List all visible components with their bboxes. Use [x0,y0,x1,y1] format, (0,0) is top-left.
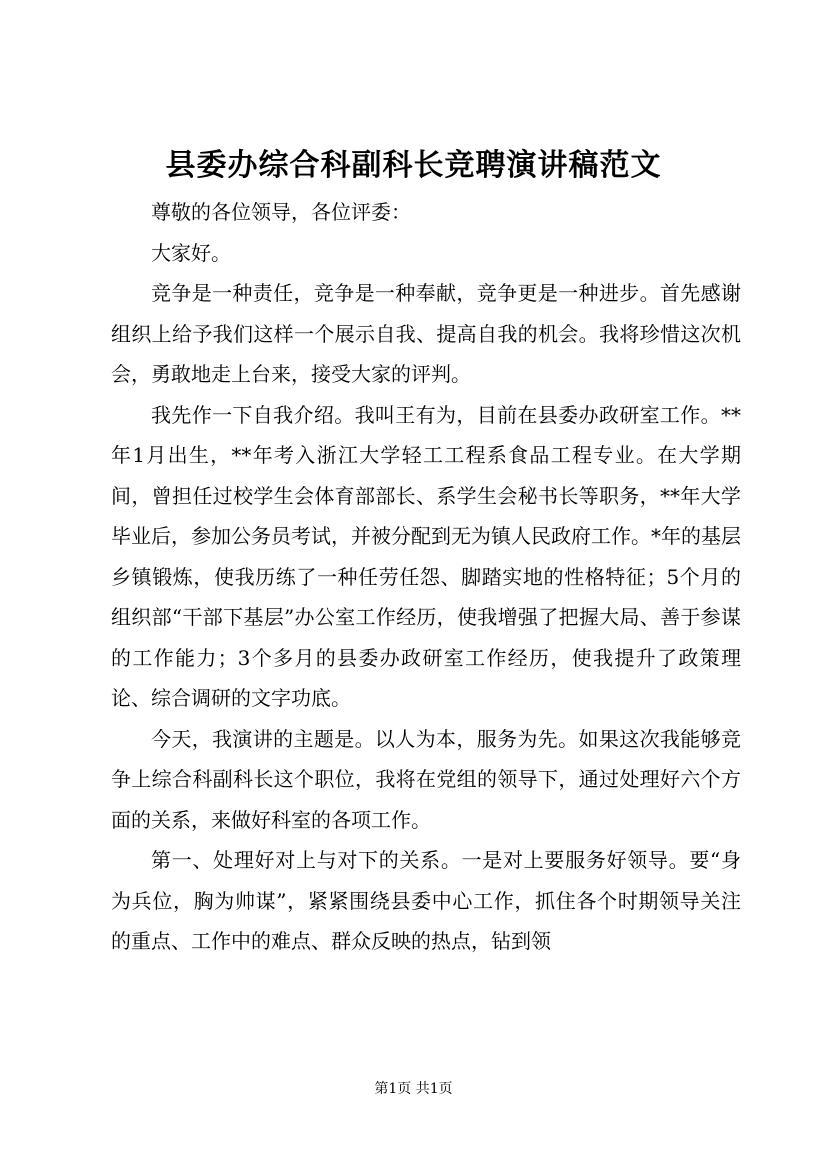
paragraph-theme: 今天，我演讲的主题是。以人为本，服务为先。如果这次我能够竞争上综合科副科长这个职位，我将在党组的领导下，通过处理好六个方面的关系，来做好科室的各项工作。 [111,726,741,832]
paragraph-self-introduction: 我先作一下自我介绍。我叫王有为，目前在县委办政研室工作。**年1月出生，**年考入浙江大学轻工工程系食品工程专业。在大学期间，曾担任过校学生会体育部部长、系学生会秘书长等职务，**年大学毕业后，参加公务员考试，并被分配到无为镇人民政府工作。*年的基层乡镇锻炼，使我历练了一种任劳任怨、脚踏实地的性格特征；5个月的组织部“干部下基层”办公室工作经历，使我增强了把握大局、善于参谋的工作能力；3个多月的县委办政研室工作经历，使我提升了政策理论、综合调研的文字功底。 [111,402,741,710]
page-footer: 第1页 共1页 [374,1081,453,1097]
paragraph-first-point: 第一、处理好对上与对下的关系。一是对上要服务好领导。要“身为兵位，胸为帅谋”，紧紧围绕县委中心工作，抓住各个时期领导关注的重点、工作中的难点、群众反映的热点，钻到领 [111,848,741,953]
paragraph-salutation: 尊敬的各位领导，各位评委： [151,200,411,224]
document-body [111,192,741,962]
paragraph-intro: 竞争是一种责任，竞争是一种奉献，竞争更是一种进步。首先感谢组织上给予我们这样一个展示自我、提高自我的机会。我将珍惜这次机会，勇敢地走上台来，接受大家的评判。 [111,281,741,386]
paragraph-greeting: 大家好。 [151,240,231,265]
document-title: 县委办综合科副科长竞聘演讲稿范文 [165,148,662,183]
